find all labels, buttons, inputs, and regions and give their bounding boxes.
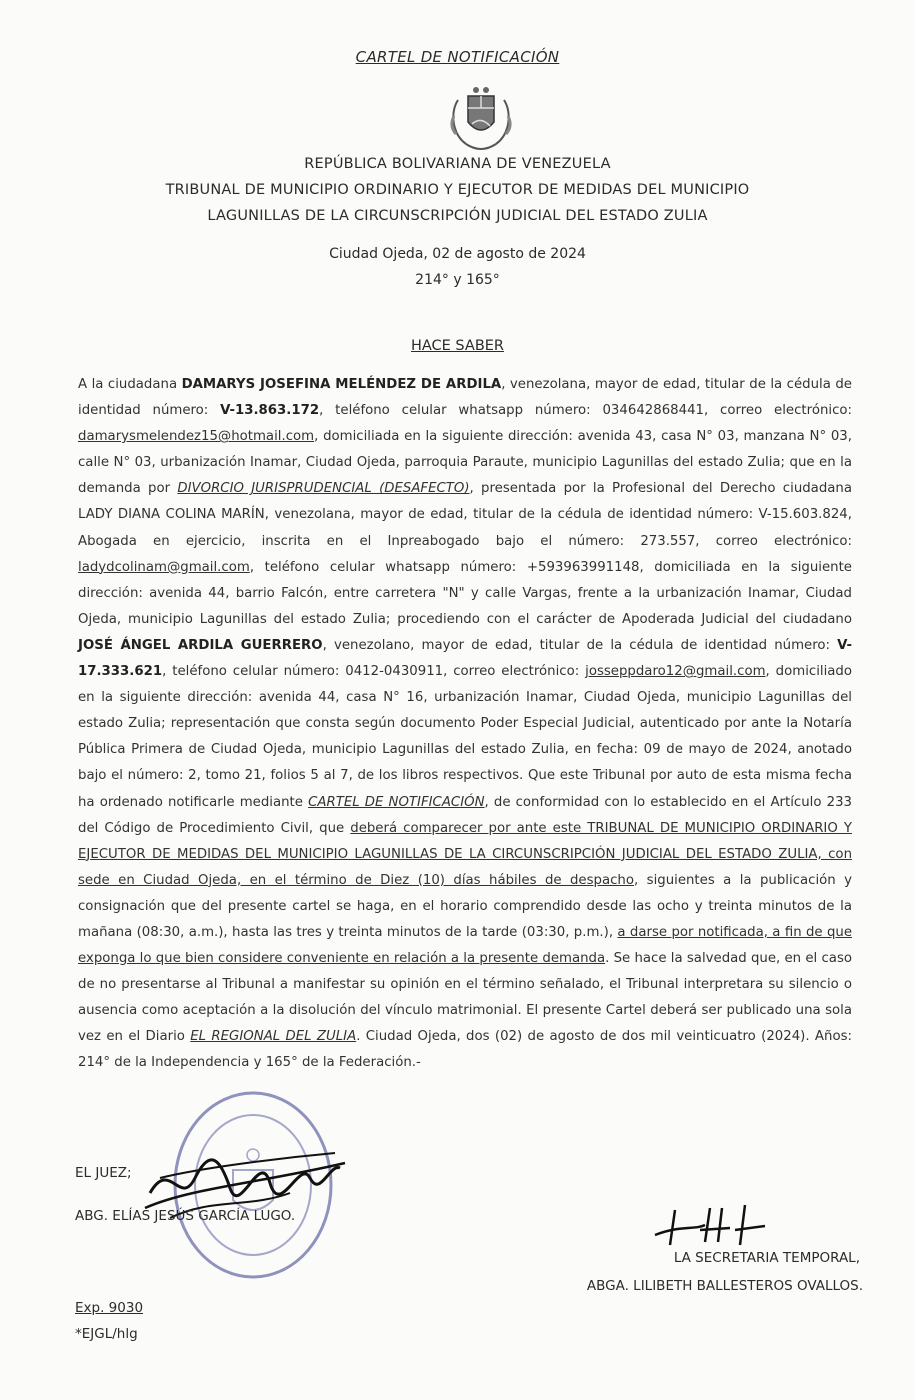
notice-body [78, 372, 852, 1077]
body-text: , teléfono celular whatsapp número: +593963991148, domiciliada en la siguiente dirección: avenida 44, barrio Falcón, entre carretera "N" y calle Vargas, frente a la urbanización Inamar, Ciudad Ojeda, municipio Lagunillas del estado Zulia; procediendo con el carácter de Apoderada Judicial del ciudadano [78, 559, 852, 627]
plaintiff-name: JOSÉ ÁNGEL ARDILA GUERRERO [78, 637, 323, 653]
case-type: DIVORCIO JURISPRUDENCIAL (DESAFECTO) [177, 481, 470, 497]
body-text: , venezolana, mayor de edad, titular de la cédula de identidad número: [78, 377, 852, 419]
header-republic: REPÚBLICA BOLIVARIANA DE VENEZUELA [304, 156, 611, 172]
years-line: 214° y 165° [415, 272, 500, 288]
header-jurisdiction: LAGUNILLAS DE LA CIRCUNSCRIPCIÓN JUDICIAL DEL ESTADO ZULIA [207, 208, 708, 224]
file-number: Exp. 9030 [75, 1300, 144, 1316]
attorney-email: ladydcolinam@gmail.com [78, 559, 250, 575]
document-title: CARTEL DE NOTIFICACIÓN [355, 48, 560, 66]
appearance-order: deberá comparecer por ante este TRIBUNAL DE MUNICIPIO ORDINARIO Y EJECUTOR DE MEDIDAS DEL MUNICIPIO LAGUNILLAS DE LA CIRCUNSCRIPCIÓN JUDICIAL DEL ESTADO ZULIA, con sede en Ciudad Ojeda, en el término de Diez (10) días hábiles de despacho [78, 820, 852, 888]
section-heading: HACE SABER [410, 338, 505, 354]
defendant-name: DAMARYS JOSEFINA MELÉNDEZ DE ARDILA [181, 377, 502, 392]
notification-purpose: a darse por notificada, a fin de que exponga lo que bien considere conveniente en relación a la presente demanda [78, 924, 852, 967]
newspaper-name: EL REGIONAL DEL ZULIA [190, 1029, 357, 1045]
secretary-label: LA SECRETARIA TEMPORAL, [673, 1250, 860, 1266]
body-text: , venezolana, mayor de edad, titular de la cédula de identidad número: V-15.603.824, Abogada en ejercicio, inscrita en el Inpreabogado bajo el número: 273.557, correo electrónico: [78, 507, 852, 549]
plaintiff-email: josseppdaro12@gmail.com [585, 664, 766, 680]
body-text: , presentada por la Profesional del Derecho ciudadana [469, 481, 852, 497]
date-line: Ciudad Ojeda, 02 de agosto de 2024 [329, 246, 586, 262]
coat-of-arms-icon [446, 82, 516, 154]
body-text: , teléfono celular número: 0412-0430911, correo electrónico: [162, 664, 586, 680]
judge-name: ABG. ELÍAS JESÚS GARCÍA LUGO. [75, 1208, 296, 1224]
body-text: . Se hace la salvedad que, en el caso de no presentarse al Tribunal a manifestar su opinión en el término señalado, el Tribunal interpretara su silencio o ausencia como aceptación a la disolución del vínculo matrimonial. El presente Cartel deberá ser publicado una sola vez en el Diario [78, 951, 853, 1045]
body-text: . Ciudad Ojeda, dos (02) de agosto de dos mil veinticuatro (2024). Años: 214° de la Independencia y 165° de la Federación.- [78, 1029, 852, 1071]
body-text: , de conformidad con lo establecido en el Artículo 233 del Código de Procedimiento Civil, que [78, 794, 852, 836]
body-text: , domiciliada en la siguiente dirección: avenida 43, casa N° 03, manzana N° 03, calle N° 03, urbanización Inamar, Ciudad Ojeda, parroquia Paraute, municipio Lagunillas del estado Zulia; que en la demanda por [78, 429, 852, 497]
header-court: TRIBUNAL DE MUNICIPIO ORDINARIO Y EJECUTOR DE MEDIDAS DEL MUNICIPIO [165, 182, 750, 198]
body-text: A la ciudadana [78, 377, 182, 392]
notice-reference: CARTEL DE NOTIFICACIÓN [308, 794, 485, 810]
body-text: , teléfono celular whatsapp número: 034642868441, correo electrónico: [319, 403, 852, 419]
body-text: , venezolano, mayor de edad, titular de la cédula de identidad número: [322, 637, 838, 653]
body-text: , domiciliado en la siguiente dirección: avenida 44, casa N° 16, urbanización Inamar, Ciudad Ojeda, municipio Lagunillas del estado Zulia; representación que consta según documento Poder Especial Judicial, autenticado por ante la Notaría Pública Primera de Ciudad Ojeda, municipio Lagunillas del estado Zulia, en fecha: 09 de mayo de 2024, anotado bajo el número: 2, tomo 21, folios 5 al 7, de los libros respectivos. Que este Tribunal por auto de esta misma fecha ha ordenado notificarle mediante [78, 664, 853, 810]
body-text: , siguientes a la publicación y consignación que del presente cartel se haga, en el horario comprendido desde las ocho y treinta minutos de la mañana (08:30, a.m.), hasta las tres y treinta minutos de la tarde (03:30, p.m.), [78, 872, 852, 940]
plaintiff-id: V-17.333.621 [78, 637, 852, 680]
initials: *EJGL/hlg [75, 1326, 138, 1342]
attorney-name: LADY DIANA COLINA MARÍN [78, 507, 265, 523]
defendant-id: V-13.863.172 [220, 403, 320, 419]
secretary-name: ABGA. LILIBETH BALLESTEROS OVALLOS. [586, 1278, 863, 1294]
defendant-email: damarysmelendez15@hotmail.com [78, 429, 315, 445]
judge-label: EL JUEZ; [75, 1165, 132, 1181]
